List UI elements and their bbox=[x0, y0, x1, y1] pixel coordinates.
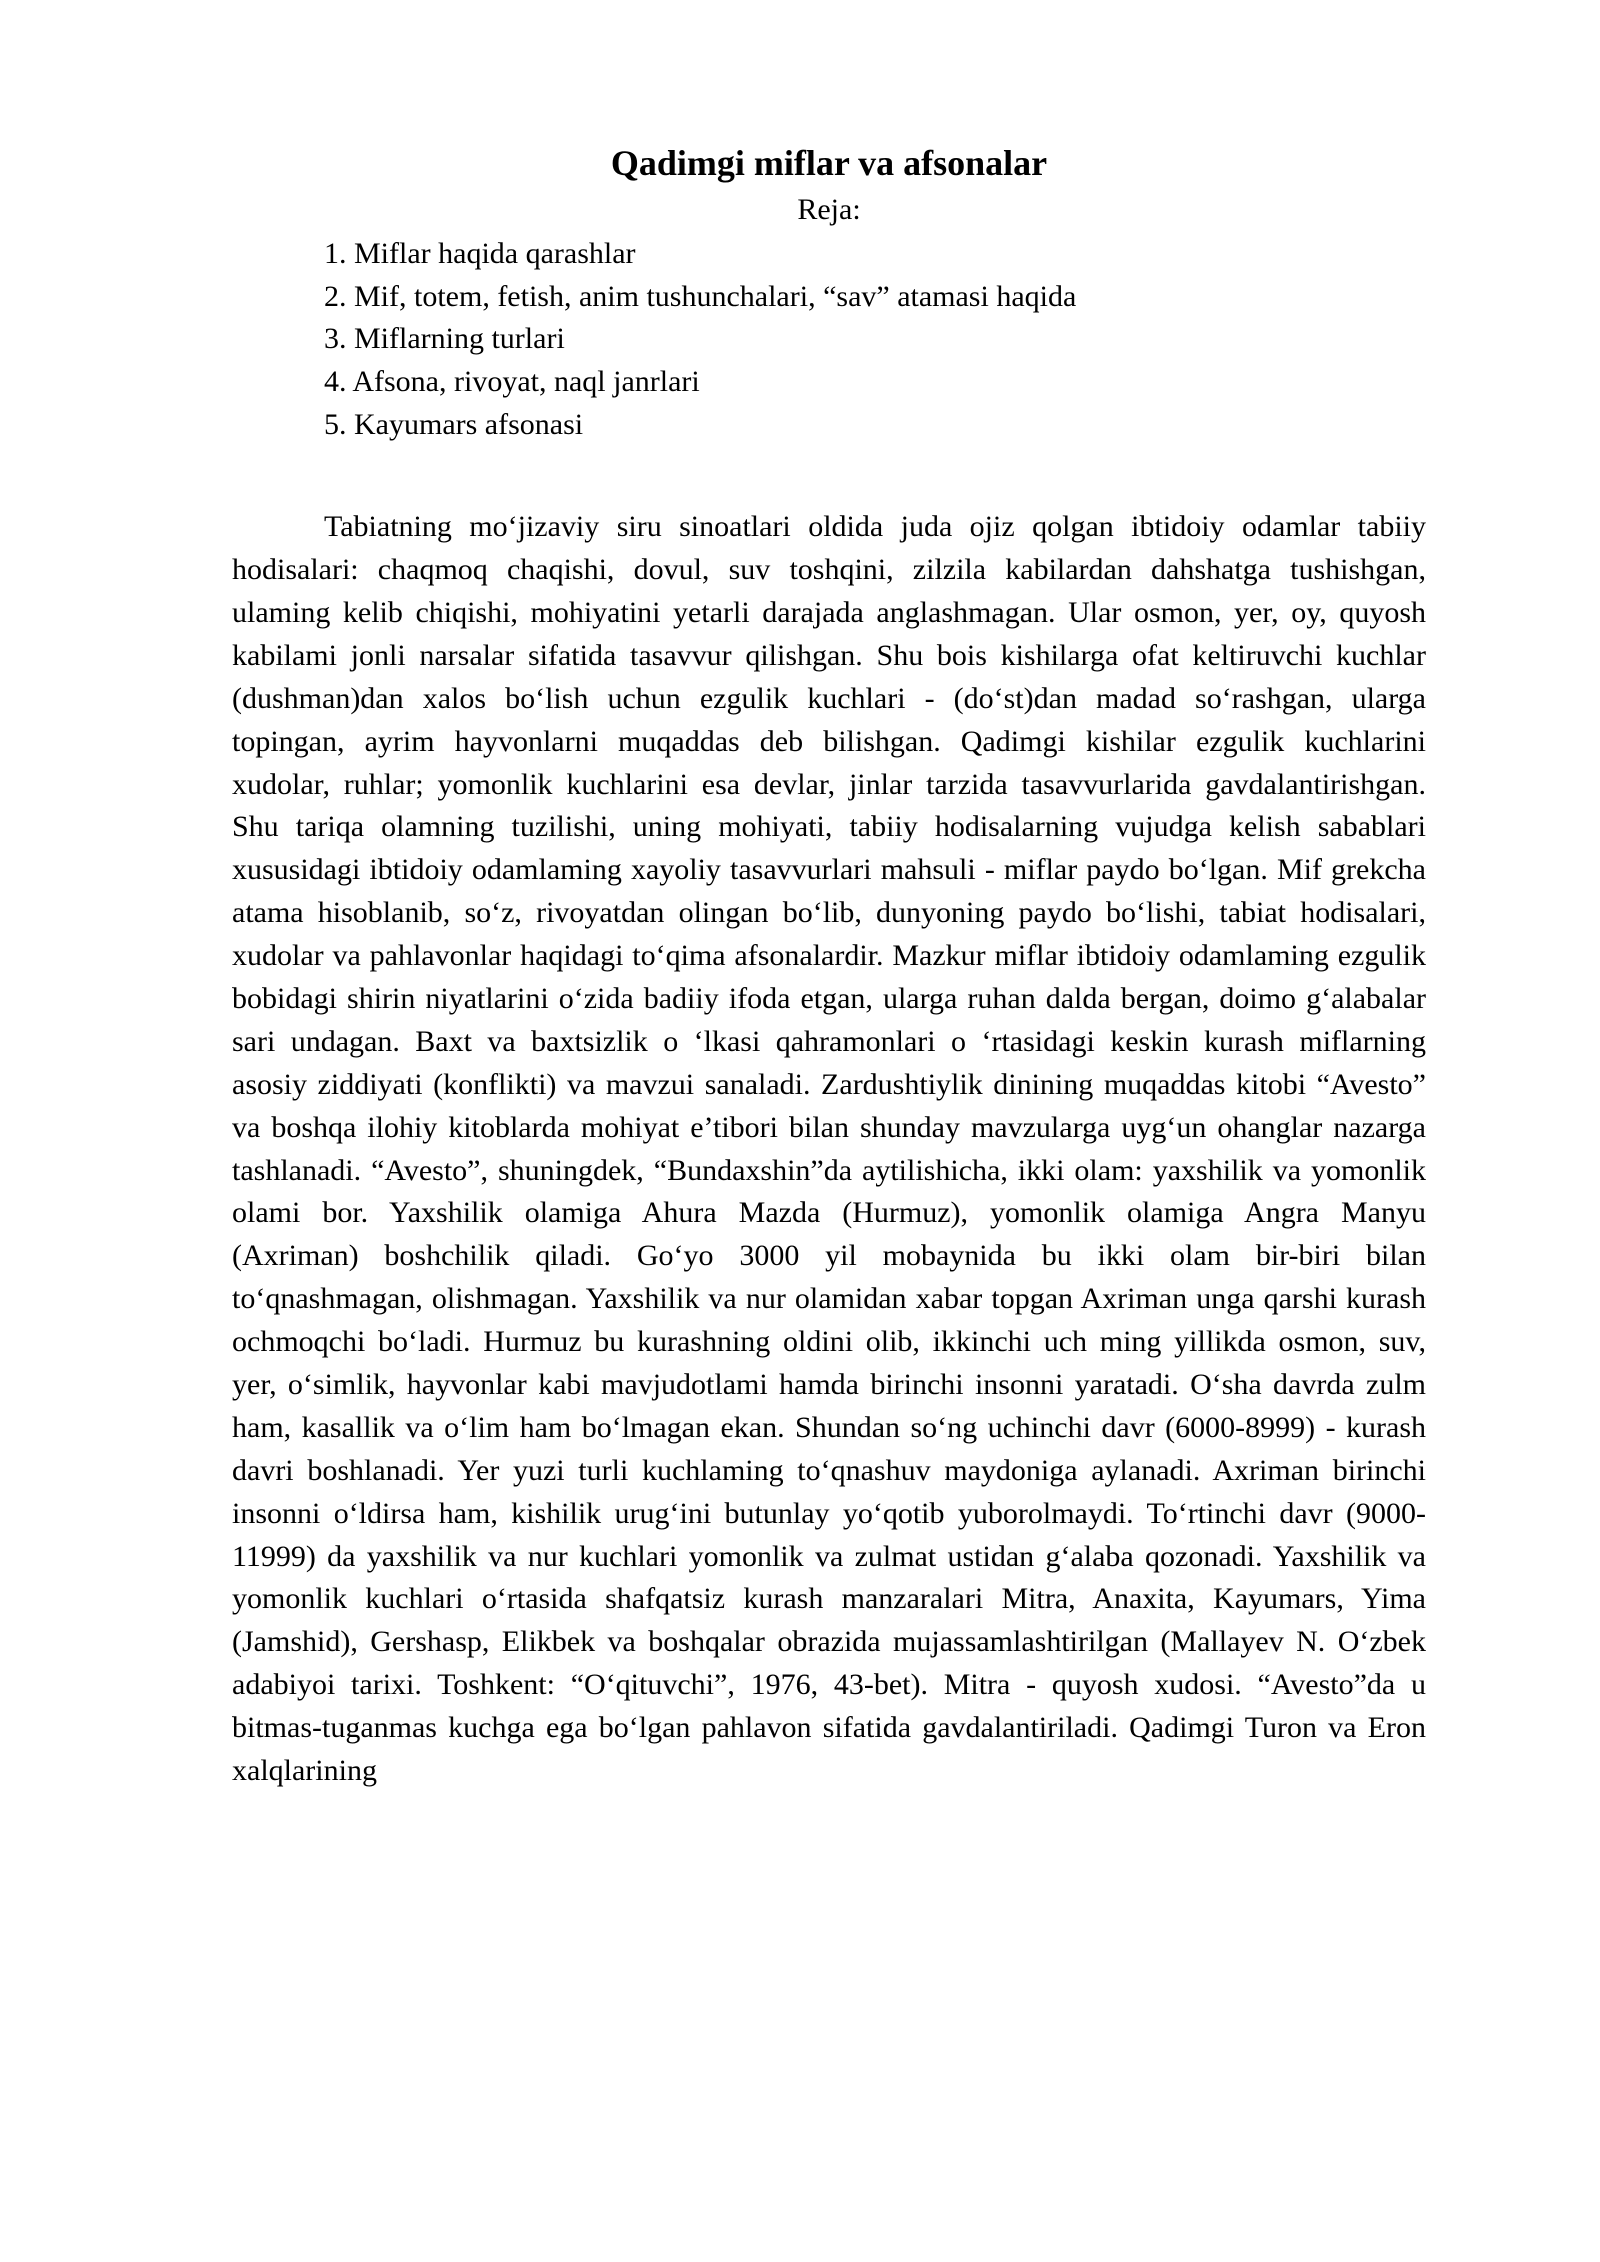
document-title: Qadimgi miflar va afsonalar bbox=[610, 143, 1048, 183]
plan-list-item-2: 2. Mif, totem, fetish, anim tushunchalari, “sav” atamasi haqida bbox=[324, 279, 1077, 313]
plan-list-item-1: 1. Miflar haqida qarashlar bbox=[324, 237, 636, 271]
body-paragraph: Tabiatning mo‘jizaviy siru sinoatlari oldida juda ojiz qolgan ibtidoiy odamlar tabiiy hodisalari: chaqmoq chaqishi, dovul, suv toshqini, zilzila kabilardan dahshatga tushishgan, ulaming kelib chiqishi, mohiyatini yetarli darajada anglashmagan. Ular osmon, yer, oy, quyosh kabilami jonli narsalar sifatida tasavvur qilishgan. Shu bois kishilarga ofat keltiruvchi kuchlar (dushman)dan xalos bo‘lish uchun ezgulik kuchlari - (do‘st)dan madad so‘rashgan, ularga topingan, ayrim hayvonlarni muqaddas deb bilishgan. Qadimgi kishilar ezgulik kuchlarini xudolar, ruhlar; yomonlik kuchlarini esa devlar, jinlar tarzida tasavvurlarida gavdalantirishgan. Shu tariqa olamning tuzilishi, uning mohiyati, tabiiy hodisalarning vujudga kelish sabablari xususidagi ibtidoiy odamlaming xayoliy tasavvurlari mahsuli - miflar paydo bo‘lgan. Mif grekcha atama hisoblanib, so‘z, rivoyatdan olingan bo‘lib, dunyoning paydo bo‘lishi, tabiat hodisalari, xudolar va pahlavonlar haqidagi to‘qima afsonalardir. Mazkur miflar ibtidoiy odamlaming ezgulik bobidagi shirin niyatlarini o‘zida badiiy ifoda etgan, ularga ruhan dalda bergan, doimo g‘alabalar sari undagan. Baxt va baxtsizlik o ‘lkasi qahramonlari o ‘rtasidagi keskin kurash miflarning asosiy ziddiyati (konflikti) va mavzui sanaladi. Zardushtiylik dinining muqaddas kitobi “Avesto” va boshqa ilohiy kitoblarda mohiyat e’tibori bilan shunday mavzularga uyg‘un ohanglar nazarga tashlanadi. “Avesto”, shuningdek, “Bundaxshin”da aytilishicha, ikki olam: yaxshilik va yomonlik olami bor. Yaxshilik olamiga Ahura Mazda (Hurmuz), yomonlik olamiga Angra Manyu (Axriman) boshchilik qiladi. Go‘yo 3000 yil mobaynida bu ikki olam bir-biri bilan to‘qnashmagan, olishmagan. Yaxshilik va nur olamidan xabar topgan Axriman unga qarshi kurash ochmoqchi bo‘ladi. Hurmuz bu kurashning oldini olib, ikkinchi uch ming yillikda osmon, suv, yer, o‘simlik, hayvonlar kabi mavjudotlami hamda birinchi insonni yaratadi. O‘sha davrda zulm ham, kasallik va o‘lim ham bo‘lmagan ekan. Shundan so‘ng uchinchi davr (6000-8999) - kurash davri boshlanadi. Yer yuzi turli kuchlaming to‘qnashuv maydoniga aylanadi. Axriman birinchi insonni o‘ldirsa ham, kishilik urug‘ini butunlay yo‘qotib yuborolmaydi. To‘rtinchi davr (9000-11999) da yaxshilik va nur kuchlari yomonlik va zulmat ustidan g‘alaba qozonadi. Yaxshilik va yomonlik kuchlari o‘rtasida shafqatsiz kurash manzaralari Mitra, Anaxita, Kayumars, Yima (Jamshid), Gershasp, Elikbek va boshqalar obrazida mujassamlashtirilgan (Mallayev N. O‘zbek adabiyoi tarixi. Toshkent: “O‘qituvchi”, 1976, 43-bet). Mitra - quyosh xudosi. “Avesto”da u bitmas-tuganmas kuchga ega bo‘lgan pahlavon sifatida gavdalantiriladi. Qadimgi Turon va Eron xalqlarining bbox=[232, 510, 1426, 1787]
plan-list-item-3: 3. Miflarning turlari bbox=[324, 322, 565, 356]
plan-list-item-4: 4. Afsona, rivoyat, naql janrlari bbox=[324, 364, 700, 398]
plan-heading: Reja: bbox=[797, 193, 861, 227]
plan-list bbox=[232, 233, 1426, 446]
plan-list-item-5: 5. Kayumars afsonasi bbox=[324, 407, 584, 441]
